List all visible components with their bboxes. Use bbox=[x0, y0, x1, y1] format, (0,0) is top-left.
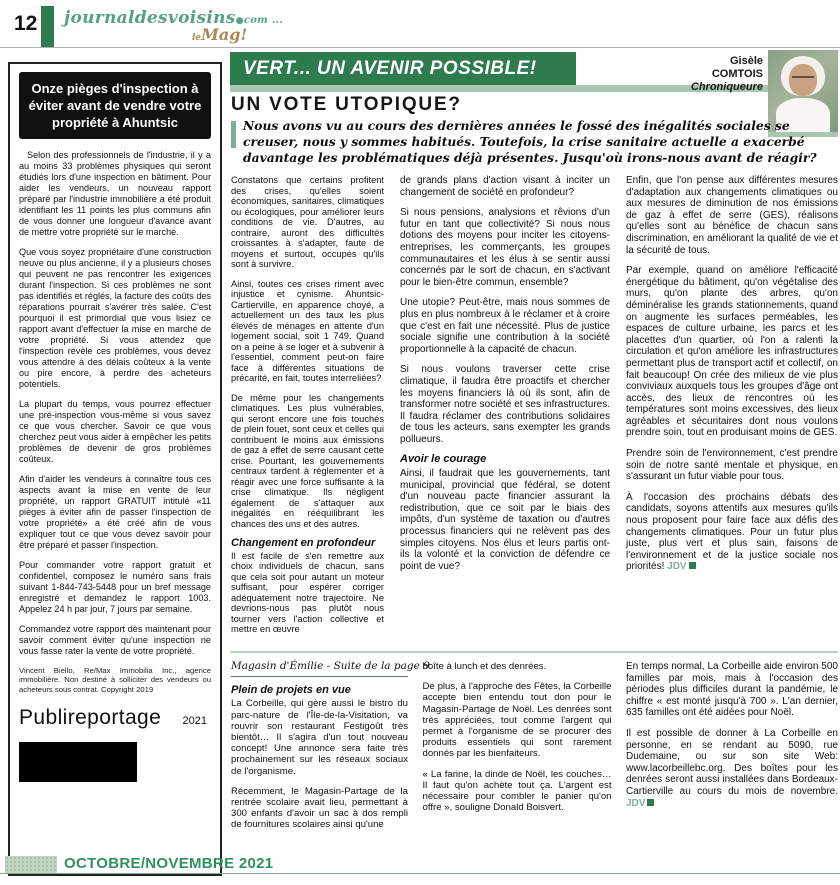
continuation-paragraph: La Corbeille, qui gère aussi le bistro du parc-nature de l'Île-de-la-Visitation, va rouvrir son restaurant Festigoût très bientôt… Il s'agira d'un tout nouveau concept! Une annonce sera faite très prochainement sur les réseaux sociaux de l'organisme. bbox=[231, 698, 408, 777]
article-columns bbox=[231, 175, 838, 644]
author-last-name: COMTOIS bbox=[711, 68, 763, 80]
advertorial-box bbox=[8, 62, 222, 876]
journal-logo bbox=[64, 8, 324, 44]
logo-com: com ... bbox=[243, 15, 284, 26]
section-divider-rule bbox=[230, 651, 838, 653]
article-paragraph: de grands plans d'action visant à inciter un changement de société en profondeur? bbox=[400, 175, 610, 198]
article-paragraph: Ainsi, il faudrait que les gouvernements, tant municipal, provincial que fédéral, se dotent d'un nouveau pacte financier assurant la redistribution, que ce soit par le biais des impôts, d'un système de taxation ou d'autres processus financiers qui ne relèvent pas des simples citoyens. Nos élus et leurs partis ont-ils la volonté et la conviction de défendre ce point de vue? bbox=[400, 468, 610, 572]
jdv-mark: JDV bbox=[667, 561, 687, 573]
article-paragraph: Si nous pensions, analysions et rêvions d'un futur en tant que collectivité? Si nous nous dotions des moyens pour inciter les citoyens-entreprises, les commerçants, les groupes communautaires et les élus à se sentir aussi concernés par le sort de chacun, en s'activant pour le bien-être commun, ensemble? bbox=[400, 207, 610, 288]
advertorial-paragraph: La plupart du temps, vous pourrez effectuer une pré-inspection vous-même si vous savez ce que vous chercher. Savoir ce que vous cherchez peut vous aider à empêcher les petits problèmes de devenir de gros problèmes coûteux. bbox=[19, 399, 211, 464]
article-paragraph: Il est facile de s'en remettre aux choix individuels de chacun, sans que cela soit pour autant un moteur suffisant, pour espérer corriger adéquatement notre trajectoire. Ne devrions-nous pas plutôt nous tourner vers l'action collective et mettre en œuvre bbox=[231, 550, 384, 634]
article-paragraph: Prendre soin de l'environnement, c'est prendre soin de notre santé mentale et physique, en s'assurant un futur viable pour tous. bbox=[626, 448, 838, 483]
continuation-paragraph: boîte à lunch et des denrées. bbox=[422, 661, 547, 672]
article-paragraph: Constatons que certains profitent des crises, qu'elles soient économiques, sanitaires, climatiques ou écologiques, pour améliorer leurs conditions de vie. D'autres, au contraire, auront des difficultés croissantes à s'adapter, faute de moyens et surtout, occupés qu'ils sont à survivre. bbox=[231, 175, 384, 269]
logo-dot: ● bbox=[235, 16, 244, 26]
continuation-header: Magasin d'Émilie - Suite de la page 9 bbox=[231, 661, 408, 677]
author-byline bbox=[635, 55, 763, 94]
article-column-3 bbox=[626, 175, 838, 644]
continuation-column-3 bbox=[626, 661, 838, 840]
article-paragraph-text: À l'occasion des prochains débats des candidats, soyons attentifs aux mesures qu'ils nous proposent pour faire face aux défis des changements climatiques. Pour un futur plus juste, plus vert et plus sain, faisons de l'environnement et de la justice sociale nos priorités! bbox=[626, 491, 838, 573]
jdv-end-square bbox=[647, 799, 654, 806]
advertorial-paragraph: Que vous soyez propriétaire d'une construction neuve ou plus ancienne, il y a plusieurs choses qui peuvent ne pas rencontrer les exigences durant l'inspection. Si ces problèmes ne sont pas identifiés et réglés, la facture des coûts des réparations pourrait s'avérer très salée. C'est pourquoi il est primordial que vous lisiez ce rapport avant d'effectuer la mise en marché de votre propriété. Si vous attendez que l'inspection révèle ces problèmes, vous devez vous attendre à des délais coûteux à la vente ou pire encore, à perdre des acheteurs potentiels. bbox=[19, 247, 211, 389]
continuation-paragraph-text: Il est possible de donner à La Corbeille en personne, en se rendant au 5090, rue Dudemaine, ou sur son site Web: www.lacorbeillebc.org. Des boîtes pour les denrées seront aussi installées dans Bordeaux-Cartierville au cours du mois de novembre. bbox=[626, 727, 838, 797]
article-paragraph: Si nous voulons traverser cette crise climatique, il faudra être proactifs et chercher les moyens financiers là où ils sont, afin de transformer notre société et ses infrastructures. Il faudra réclamer des contributions solidaires de tous les acteurs, sans exempter les grands pollueurs. bbox=[400, 364, 610, 445]
footer-issue-date: OCTOBRE/NOVEMBRE 2021 bbox=[64, 855, 274, 872]
continuation-column-2 bbox=[423, 661, 612, 840]
intro-accent-mark bbox=[231, 121, 236, 148]
article-paragraph: Par exemple, quand on améliore l'efficacité énergétique du bâtiment, qu'on végétalise des murs, qu'on plante des arbres, qu'on déminéralise les grands stationnements, quand on augmente les surfaces perméables, les espaces de culture urbaine, les parcs et les placettes d'un quartier, où l'on a ralenti la circulation et qu'on améliore les infrastructures permettant plus de transport actif et collectif, on fait beaucoup! On crée des milieux de vie plus conviviaux auxquels tous les groupes d'âge ont accès, des lieux de rencontres où les températures sont moins excessives, des lieux agréables et sécuritaires dont nous voulons prendre soin, tout en produisant moins de GES. bbox=[626, 265, 838, 439]
article-intro: Nous avons vu au cours des dernières années le fossé des inégalités sociales se creuser, nous y sommes habitués. Toutefois, la crise sanitaire actuelle a exacerbé davantage les problématiques déjà présentes. Jusqu'où irons-nous avant de réagir? bbox=[243, 118, 817, 165]
logo-name: journaldesvoisins bbox=[64, 8, 236, 28]
page-number-bar bbox=[41, 6, 54, 48]
footer-texture-box bbox=[5, 856, 57, 873]
advertorial-label-row bbox=[19, 706, 211, 730]
publireportage-label: Publireportage bbox=[19, 706, 162, 730]
jdv-end-square bbox=[689, 562, 696, 569]
jdv-mark: JDV bbox=[626, 797, 646, 809]
advertorial-paragraph: Pour commander votre rapport gratuit et confidentiel, composez le numéro sans frais suivant 1-844-743-5448 pour un bref message enregistré et demandez le rapport 1003. Appelez 24 h par jour, 7 jours par semaine. bbox=[19, 560, 211, 614]
advertorial-paragraph: Selon des professionnels de l'industrie, il y a au moins 33 problèmes physiques qui seront étudiés lors d'une inspection en bâtiment. Pour aider les vendeurs, un nouveau rapport préparé par l'industrie immobilière a été produit identifiant les 11 points les plus communs afin de vous donner une longueur d'avance avant de mettre votre propriété sur le marché. bbox=[19, 150, 211, 237]
page-number: 12 bbox=[14, 12, 38, 35]
author-role: Chroniqueure bbox=[690, 81, 763, 93]
continuation-subhead: Plein de projets en vue bbox=[231, 684, 351, 697]
section-banner: VERT... UN AVENIR POSSIBLE! bbox=[230, 52, 576, 85]
masthead-rule bbox=[0, 47, 840, 48]
continuation-paragraph: En temps normal, La Corbeille aide environ 500 familles par mois, mais à l'occasion des périodes plus difficiles durant la pandémie, le chiffre « est monté jusqu'à 700 ». L'an dernier, 635 familles ont été aidées pour Noël. bbox=[626, 661, 838, 719]
advertorial-paragraph: Commandez votre rapport dès maintenant pour savoir comment éviter qu'une inspection ne vous fasse rater la vente de votre propriété. bbox=[19, 624, 211, 656]
advertorial-fine-print: Vincent Biello, Re/Max Immobilia Inc., agence immobilière. Non destiné à solliciter des vendeurs ou acheteurs sous contrat. Copyright 2019 bbox=[19, 666, 211, 694]
article-paragraph: De même pour les changements climatiques. Les plus vulnérables, qui seront encore une fois touchés de plein fouet, sont ceux et celles qui contribuent le moins aux émissions de gaz à effet de serre causant cette crise. Pourtant, les gouvernements centraux tardent à réglementer et à réagir avec une force suffisante à la crise climatique. Ils négligent également de s'attaquer aux inégalités en rééquilibrant les chances des uns et des autres. bbox=[231, 392, 384, 529]
advertorial-year: 2021 bbox=[182, 715, 207, 728]
logo-le: le bbox=[192, 33, 202, 43]
article-column-1 bbox=[231, 175, 384, 644]
article-paragraph: Ainsi, toutes ces crises riment avec injustice et cynisme. Ahuntsic-Cartierville, en apparence choyé, a actuellement un des taux les plus élevés de ménages en attente d'un logement social, soit 1 749. Quand on a peine à se loger et à subvenir à l'essentiel, comment peut-on faire face à différentes situations de précarité, en fait, toutes interreliées? bbox=[231, 278, 384, 383]
continuation-paragraph: De plus, à l'approche des Fêtes, la Corbeille accepte bien entendu tout don pour le Magasin-Partage de Noël. Les denrées sont très appréciées, tout comme l'argent qui permet à l'organisme de se procurer des produits essentiels qui sont rarement donnés par les bienfaiteurs. bbox=[422, 681, 612, 760]
continuation-paragraph: Récemment, le Magasin-Partage de la rentrée scolaire avait lieu, permettant à 300 enfants d'avoir un sac à dos rempli de fournitures scolaires ainsi qu'une bbox=[231, 785, 408, 831]
author-first-name: Gisèle bbox=[729, 55, 763, 67]
continuation-paragraph bbox=[626, 728, 838, 809]
article-paragraph: Enfin, que l'on pense aux différentes mesures d'adaptation aux changements climatiques ou aux mesures de diminution de nos émissions de gaz à effet de serre (GES), réalisons qu'elles sont au bénéfice de chacun sans discrimination, en améliorant la qualité de vie et la sécurité de tous. bbox=[626, 175, 838, 256]
logo-mag: Mag! bbox=[201, 25, 248, 44]
advertorial-paragraph: Afin d'aider les vendeurs à connaître tous ces aspects avant la mise en vente de leur propriété, un rapport GRATUIT intitulé «11 pièges à éviter afin de passer l'inspection de votre propriété» a été créé afin de vous expliquer tout ce que vous devez savoir pour être préparé et passer l'inspection. bbox=[19, 474, 211, 550]
article-paragraph bbox=[626, 492, 838, 573]
footer-rule bbox=[0, 873, 840, 874]
article-headline: UN VOTE UTOPIQUE? bbox=[231, 94, 462, 115]
continuation-column-1 bbox=[231, 660, 430, 840]
article-column-2 bbox=[400, 175, 610, 644]
advertorial-title: Onze pièges d'inspection à éviter avant de vendre votre propriété à Ahuntsic bbox=[19, 72, 211, 139]
article-subhead: Avoir le courage bbox=[400, 453, 487, 466]
article-paragraph: Une utopie? Peut-être, mais nous sommes de plus en plus nombreux à le réclamer et à croire que c'est en fait une nécessité. Plus de justice sociale signifie une contribution à la société proportionnelle à la capacité de chacun. bbox=[400, 297, 610, 355]
redacted-black-bar bbox=[19, 742, 137, 782]
article-subhead: Changement en profondeur bbox=[231, 537, 376, 549]
continuation-paragraph: « La farine, la dinde de Noël, les couches… Il faut qu'on achète tout ça. L'argent est nécessaire pour combler le panier qu'on offre », souligne Donald Boisvert. bbox=[422, 768, 612, 814]
continuation-columns bbox=[231, 661, 838, 840]
photo-glasses bbox=[792, 76, 814, 81]
